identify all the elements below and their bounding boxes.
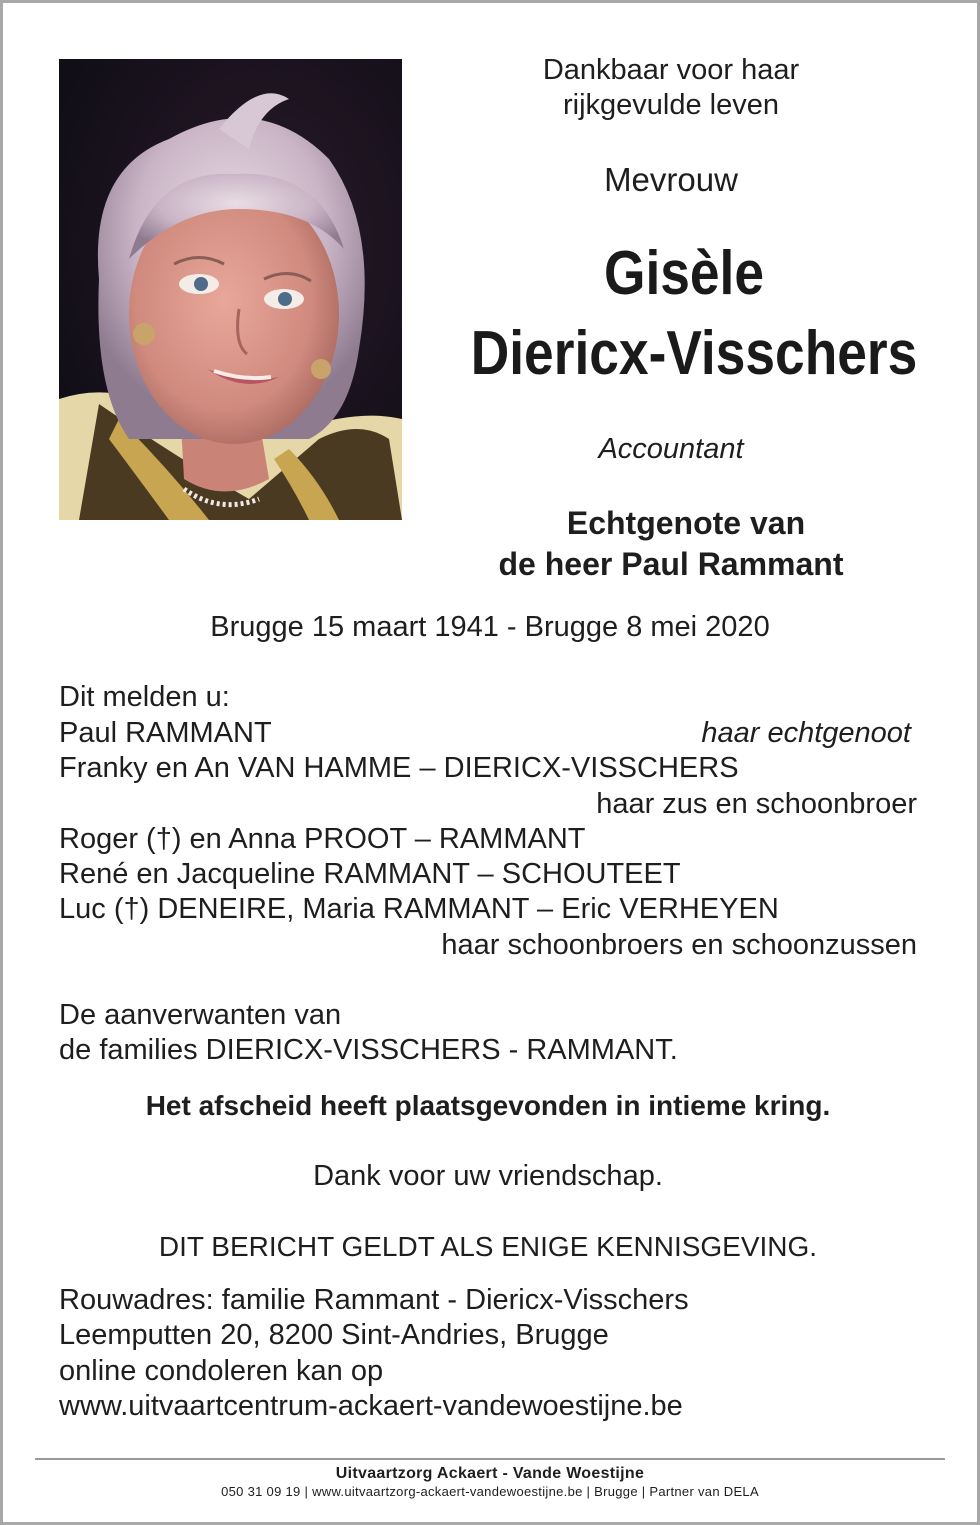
spouse-line-1: Echtgenote van [566,505,806,541]
deceased-last-name: Diericx-Visschers [470,319,918,388]
announcer-name-3: Roger (†) en Anna PROOT – RAMMANT [59,823,586,855]
announcer-name-2: Franky en An VAN HAMME – DIERICX-VISSCHERS [59,752,739,784]
address-line-3: online condoleren kan op [59,1355,384,1387]
relatives-line-2: de families DIERICX-VISSCHERS - RAMMANT. [59,1034,678,1066]
footer-divider [35,1458,945,1460]
address-line-1: Rouwadres: familie Rammant - Diericx-Visschers [59,1284,689,1316]
announcers-intro: Dit melden u: [59,681,230,713]
footer-contact: 050 31 09 19 | www.uitvaartzorg-ackaert-vandewoestijne.be | Brugge | Partner van DELA [221,1484,759,1499]
farewell-notice: Het afscheid heeft plaatsgevonden in intieme kring. [145,1090,831,1121]
footer-company: Uitvaartzorg Ackaert - Vande Woestijne [335,1465,645,1482]
announcer-name-1: Paul RAMMANT [59,717,272,749]
address-line-2: Leemputten 20, 8200 Sint-Andries, Brugge [59,1319,609,1351]
gratitude-line-2: rijkgevulde leven [562,89,779,121]
deceased-first-name: Gisèle [603,239,765,308]
announcer-relation-1: haar echtgenoot [701,717,911,749]
sole-notice: DIT BERICHT GELDT ALS ENIGE KENNISGEVING. [158,1231,818,1262]
announcer-relation-5: haar schoonbroers en schoonzussen [441,929,917,961]
thanks-line: Dank voor uw vriendschap. [313,1160,663,1192]
announcer-name-4: René en Jacqueline RAMMANT – SCHOUTEET [59,858,681,890]
portrait-photo [59,59,402,520]
profession: Accountant [598,433,744,465]
relatives-line-1: De aanverwanten van [59,999,342,1031]
condolence-url[interactable]: www.uitvaartcentrum-ackaert-vandewoestijne.be [59,1390,683,1422]
spouse-line-2: de heer Paul Rammant [498,546,844,582]
announcer-name-5: Luc (†) DENEIRE, Maria RAMMANT – Eric VERHEYEN [59,893,779,925]
gratitude-line-1: Dankbaar voor haar [542,54,800,86]
life-dates: Brugge 15 maart 1941 - Brugge 8 mei 2020 [210,611,770,643]
announcer-relation-2: haar zus en schoonbroer [596,788,917,820]
salutation: Mevrouw [604,161,738,198]
